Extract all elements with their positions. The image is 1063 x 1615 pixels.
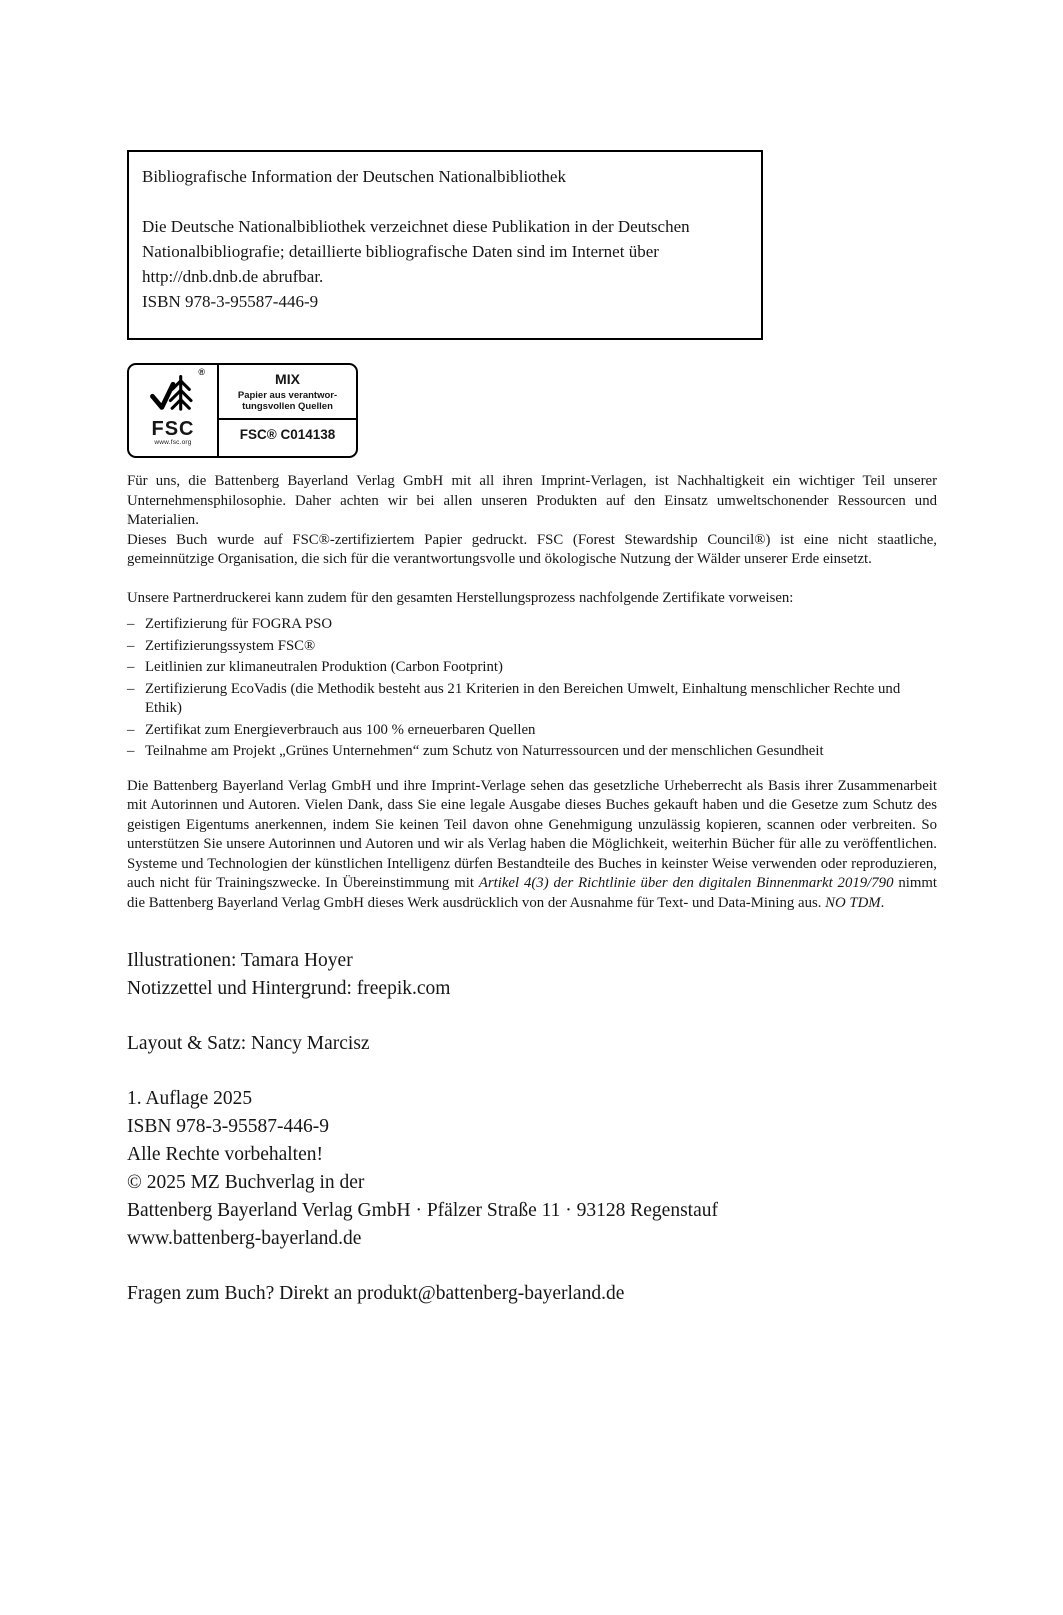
legal-text-part-1: Die Battenberg Bayerland Verlag GmbH und ihre Imprint-Verlage sehen das gesetzliche Urheberrecht als Basis ihrer Zusammenarbeit mit Autorinnen und Autoren. Vielen Dank, dass Sie eine legale Ausgabe dieses Buches gekauft haben und die Gesetze zum Schutz des geistigen Eigentums anerkennen, indem Sie keinen Teil davon ohne Genehmigung unzulässig kopieren, scannen oder verbreiten. So unterstützen Sie unsere Autorinnen und Autoren und wir als Verlag haben die Möglichkeit, weiterhin Bücher für alle zu veröffentlichen. Systeme und Technologien der künstlichen Intelligenz dürfen Bestandteile des Buches in keinster Weise verwenden oder reproduzieren, auch nicht für Trainingszwecke. In Übereinstimmung mit xyxy=(127,777,937,891)
fsc-wordmark: FSC xyxy=(151,418,195,440)
fsc-certification-label xyxy=(127,363,358,458)
certificate-item xyxy=(127,658,937,678)
dash-bullet: – xyxy=(127,743,135,759)
dash-bullet: – xyxy=(127,637,135,654)
dash-bullet: – xyxy=(127,616,135,632)
certificate-item xyxy=(127,637,937,657)
registered-trademark-symbol: ® xyxy=(198,367,205,377)
fsc-label-divider xyxy=(219,418,356,420)
bibliographic-info-box xyxy=(127,150,763,340)
fsc-tree-checkmark-icon xyxy=(146,368,200,421)
legal-text-part-3: . xyxy=(880,894,885,911)
fsc-url: www.fsc.org xyxy=(154,439,192,446)
copyright-legal-paragraph xyxy=(127,777,937,914)
credit-notes-background: Notizzettel und Hintergrund: freepik.com xyxy=(127,978,451,999)
fsc-label-left xyxy=(129,365,219,456)
fsc-paper-description-line1: Papier aus verantwor- xyxy=(237,390,338,401)
legal-directive-reference: Artikel 4(3) der Richtlinie über den digitalen Binnenmarkt 2019/790 xyxy=(478,875,894,891)
legal-no-tdm: NO TDM xyxy=(825,894,881,911)
bibliographic-info-isbn: ISBN 978-3-95587-446-9 xyxy=(142,292,319,311)
sustainability-section xyxy=(127,472,937,570)
dash-bullet: – xyxy=(127,721,135,738)
certificates-intro: Unsere Partnerdruckerei kann zudem für den gesamten Herstellungsprozess nachfolgende Zertifikate vorweisen: xyxy=(127,589,794,606)
credits-layout-group xyxy=(127,1030,937,1058)
fsc-mix-label: MIX xyxy=(275,371,300,387)
box-spacer xyxy=(142,189,743,214)
contact-line: Fragen zum Buch? Direkt an produkt@battenberg-bayerland.de xyxy=(127,1283,625,1304)
sustainability-paragraph-1: Für uns, die Battenberg Bayerland Verlag GmbH mit all ihren Imprint-Verlagen, ist Nachhaltigkeit ein wichtiger Teil unserer Unternehmensphilosophie. Daher achten wir bei allen unseren Produkten auf den Einsatz umweltschonender Ressourcen und Materialien. xyxy=(127,473,937,528)
publisher-address-line: Battenberg Bayerland Verlag GmbH · Pfälzer Straße 11 · 93128 Regenstauf xyxy=(127,1200,718,1221)
credits-illustration-group xyxy=(127,947,937,1003)
rights-line: Alle Rechte vorbehalten! xyxy=(127,1144,323,1165)
certificate-item-text: Teilnahme am Projekt „Grünes Unternehmen“ zum Schutz von Naturressourcen und der menschlichen Gesundheit xyxy=(145,743,824,759)
bibliographic-info-title: Bibliografische Information der Deutschen Nationalbibliothek xyxy=(142,167,566,186)
credit-illustrations: Illustrationen: Tamara Hoyer xyxy=(127,950,353,971)
legal-text-part-2: nimmt die Battenberg Bayerland Verlag GmbH dieses Werk ausdrücklich von der Ausnahme für Text- und Data-Mining aus. xyxy=(127,875,937,911)
certificate-item-text: Zertifizierung für FOGRA PSO xyxy=(145,616,332,632)
isbn-line: ISBN 978-3-95587-446-9 xyxy=(127,1116,330,1137)
credits-section xyxy=(127,947,937,1308)
certificate-item xyxy=(127,721,937,741)
publisher-website: www.battenberg-bayerland.de xyxy=(127,1228,362,1249)
bibliographic-info-body: Die Deutsche Nationalbibliothek verzeichnet diese Publikation in der Deutschen Nationalbibliografie; detaillierte bibliografische Daten sind im Internet über http://dnb.dnb.de abrufbar. xyxy=(142,217,690,286)
certificate-item-text: Leitlinien zur klimaneutralen Produktion (Carbon Footprint) xyxy=(145,659,503,675)
fsc-license-code: FSC® C014138 xyxy=(239,427,336,442)
copyright-line: © 2025 MZ Buchverlag in der xyxy=(127,1172,365,1193)
certificate-item-text: Zertifizierung EcoVadis (die Methodik besteht aus 21 Kriterien in den Bereichen Umwelt, Einhaltung menschlicher Rechte und Ethik) xyxy=(145,680,901,716)
credit-layout: Layout & Satz: Nancy Marcisz xyxy=(127,1033,370,1054)
credits-contact-group xyxy=(127,1280,937,1308)
certificate-item xyxy=(127,680,937,719)
certificate-item xyxy=(127,615,937,635)
credits-publisher-group xyxy=(127,1085,937,1253)
fsc-paper-description xyxy=(238,390,337,412)
fsc-label-right xyxy=(219,365,356,456)
certificate-item xyxy=(127,742,937,762)
certificate-item-text: Zertifikat zum Energieverbrauch aus 100 % erneuerbaren Quellen xyxy=(145,721,536,738)
dash-bullet: – xyxy=(127,659,135,675)
edition-line: 1. Auflage 2025 xyxy=(127,1088,253,1109)
dash-bullet: – xyxy=(127,680,135,697)
certificates-list xyxy=(127,615,937,762)
fsc-paper-description-line2: tungsvollen Quellen xyxy=(242,401,333,412)
sustainability-paragraph-2: Dieses Buch wurde auf FSC®-zertifiziertem Papier gedruckt. FSC (Forest Stewardship Council®) ist eine nicht staatliche, gemeinnützige Organisation, die sich für die verantwortungsvolle und ökologische Nutzung der Wälder unserer Erde einsetzt. xyxy=(127,531,937,567)
certificate-item-text: Zertifizierungssystem FSC® xyxy=(145,637,316,654)
